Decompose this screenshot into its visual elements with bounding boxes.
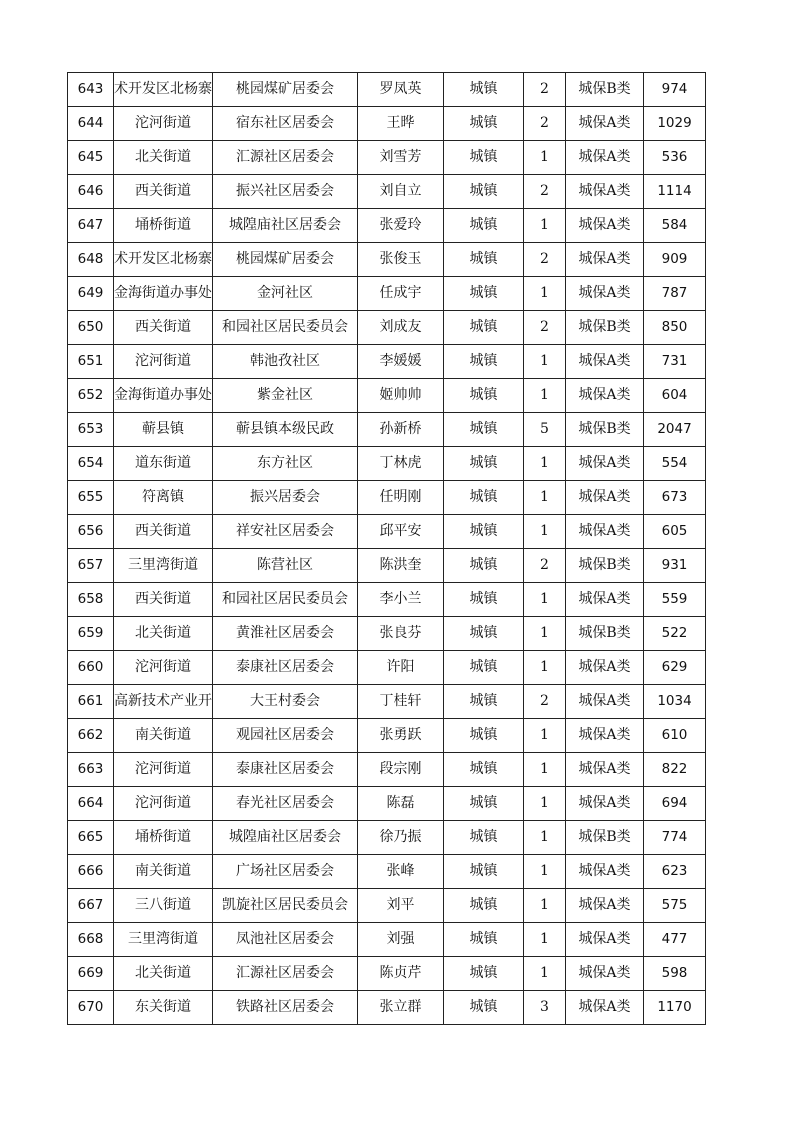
cell-insurance-category: 城保A类 bbox=[566, 719, 644, 753]
cell-insurance-category: 城保A类 bbox=[566, 345, 644, 379]
cell-household-type: 城镇 bbox=[444, 243, 524, 277]
cell-amount: 598 bbox=[644, 957, 706, 991]
cell-street: 三里湾街道 bbox=[114, 923, 213, 957]
cell-community: 桃园煤矿居委会 bbox=[213, 73, 358, 107]
cell-street: 沱河街道 bbox=[114, 345, 213, 379]
cell-serial-number: 646 bbox=[68, 175, 114, 209]
table-row bbox=[68, 685, 706, 719]
cell-amount: 610 bbox=[644, 719, 706, 753]
cell-member-count: 1 bbox=[524, 277, 566, 311]
cell-serial-number: 667 bbox=[68, 889, 114, 923]
cell-community: 蕲县镇本级民政 bbox=[213, 413, 358, 447]
cell-street: 三里湾街道 bbox=[114, 549, 213, 583]
cell-insurance-category: 城保A类 bbox=[566, 243, 644, 277]
cell-amount: 850 bbox=[644, 311, 706, 345]
cell-street: 沱河街道 bbox=[114, 787, 213, 821]
cell-person-name: 王晔 bbox=[358, 107, 444, 141]
cell-amount: 1029 bbox=[644, 107, 706, 141]
cell-member-count: 1 bbox=[524, 209, 566, 243]
table-row bbox=[68, 141, 706, 175]
cell-serial-number: 670 bbox=[68, 991, 114, 1025]
cell-person-name: 姬帅帅 bbox=[358, 379, 444, 413]
cell-serial-number: 664 bbox=[68, 787, 114, 821]
cell-household-type: 城镇 bbox=[444, 855, 524, 889]
cell-community: 韩池孜社区 bbox=[213, 345, 358, 379]
cell-person-name: 张勇跃 bbox=[358, 719, 444, 753]
cell-insurance-category: 城保B类 bbox=[566, 617, 644, 651]
table-row bbox=[68, 617, 706, 651]
cell-street: 埇桥街道 bbox=[114, 209, 213, 243]
cell-household-type: 城镇 bbox=[444, 889, 524, 923]
cell-member-count: 2 bbox=[524, 549, 566, 583]
cell-person-name: 张立群 bbox=[358, 991, 444, 1025]
cell-community: 铁路社区居委会 bbox=[213, 991, 358, 1025]
cell-household-type: 城镇 bbox=[444, 73, 524, 107]
cell-household-type: 城镇 bbox=[444, 583, 524, 617]
cell-member-count: 1 bbox=[524, 753, 566, 787]
cell-serial-number: 666 bbox=[68, 855, 114, 889]
cell-member-count: 1 bbox=[524, 515, 566, 549]
cell-community: 大王村委会 bbox=[213, 685, 358, 719]
cell-street: 西关街道 bbox=[114, 515, 213, 549]
cell-insurance-category: 城保A类 bbox=[566, 141, 644, 175]
cell-amount: 974 bbox=[644, 73, 706, 107]
cell-street: 西关街道 bbox=[114, 583, 213, 617]
table-row bbox=[68, 277, 706, 311]
cell-serial-number: 665 bbox=[68, 821, 114, 855]
cell-household-type: 城镇 bbox=[444, 379, 524, 413]
cell-insurance-category: 城保A类 bbox=[566, 753, 644, 787]
cell-street: 高新技术产业开 bbox=[114, 685, 213, 719]
cell-amount: 822 bbox=[644, 753, 706, 787]
cell-amount: 787 bbox=[644, 277, 706, 311]
cell-serial-number: 661 bbox=[68, 685, 114, 719]
cell-household-type: 城镇 bbox=[444, 311, 524, 345]
cell-insurance-category: 城保A类 bbox=[566, 787, 644, 821]
cell-member-count: 2 bbox=[524, 243, 566, 277]
cell-member-count: 2 bbox=[524, 685, 566, 719]
cell-serial-number: 658 bbox=[68, 583, 114, 617]
cell-household-type: 城镇 bbox=[444, 821, 524, 855]
cell-member-count: 1 bbox=[524, 481, 566, 515]
cell-member-count: 1 bbox=[524, 617, 566, 651]
cell-amount: 694 bbox=[644, 787, 706, 821]
cell-serial-number: 654 bbox=[68, 447, 114, 481]
cell-street: 蕲县镇 bbox=[114, 413, 213, 447]
cell-person-name: 段宗刚 bbox=[358, 753, 444, 787]
cell-community: 城隍庙社区居委会 bbox=[213, 821, 358, 855]
cell-insurance-category: 城保A类 bbox=[566, 175, 644, 209]
cell-household-type: 城镇 bbox=[444, 277, 524, 311]
table-row bbox=[68, 855, 706, 889]
cell-household-type: 城镇 bbox=[444, 175, 524, 209]
cell-serial-number: 655 bbox=[68, 481, 114, 515]
cell-street: 金海街道办事处 bbox=[114, 379, 213, 413]
cell-street: 东关街道 bbox=[114, 991, 213, 1025]
cell-amount: 559 bbox=[644, 583, 706, 617]
cell-amount: 1170 bbox=[644, 991, 706, 1025]
cell-person-name: 张峰 bbox=[358, 855, 444, 889]
table-row bbox=[68, 549, 706, 583]
cell-household-type: 城镇 bbox=[444, 651, 524, 685]
table-row bbox=[68, 209, 706, 243]
data-table bbox=[67, 72, 706, 1025]
cell-insurance-category: 城保B类 bbox=[566, 821, 644, 855]
cell-person-name: 刘雪芳 bbox=[358, 141, 444, 175]
cell-amount: 584 bbox=[644, 209, 706, 243]
cell-household-type: 城镇 bbox=[444, 923, 524, 957]
cell-household-type: 城镇 bbox=[444, 209, 524, 243]
cell-community: 汇源社区居委会 bbox=[213, 141, 358, 175]
cell-community: 和园社区居民委员会 bbox=[213, 583, 358, 617]
cell-household-type: 城镇 bbox=[444, 685, 524, 719]
cell-street: 南关街道 bbox=[114, 719, 213, 753]
cell-member-count: 2 bbox=[524, 107, 566, 141]
cell-street: 南关街道 bbox=[114, 855, 213, 889]
table-row bbox=[68, 311, 706, 345]
cell-community: 泰康社区居委会 bbox=[213, 651, 358, 685]
cell-insurance-category: 城保A类 bbox=[566, 107, 644, 141]
cell-member-count: 5 bbox=[524, 413, 566, 447]
cell-serial-number: 653 bbox=[68, 413, 114, 447]
cell-community: 祥安社区居委会 bbox=[213, 515, 358, 549]
cell-community: 和园社区居民委员会 bbox=[213, 311, 358, 345]
cell-street: 北关街道 bbox=[114, 617, 213, 651]
cell-amount: 623 bbox=[644, 855, 706, 889]
cell-street: 沱河街道 bbox=[114, 107, 213, 141]
cell-amount: 931 bbox=[644, 549, 706, 583]
cell-household-type: 城镇 bbox=[444, 617, 524, 651]
cell-insurance-category: 城保A类 bbox=[566, 481, 644, 515]
cell-household-type: 城镇 bbox=[444, 447, 524, 481]
cell-household-type: 城镇 bbox=[444, 753, 524, 787]
cell-serial-number: 647 bbox=[68, 209, 114, 243]
cell-amount: 731 bbox=[644, 345, 706, 379]
cell-insurance-category: 城保A类 bbox=[566, 209, 644, 243]
cell-community: 振兴居委会 bbox=[213, 481, 358, 515]
cell-member-count: 2 bbox=[524, 175, 566, 209]
cell-amount: 673 bbox=[644, 481, 706, 515]
cell-person-name: 李媛媛 bbox=[358, 345, 444, 379]
cell-member-count: 1 bbox=[524, 889, 566, 923]
cell-serial-number: 652 bbox=[68, 379, 114, 413]
cell-member-count: 1 bbox=[524, 957, 566, 991]
cell-insurance-category: 城保A类 bbox=[566, 923, 644, 957]
cell-community: 观园社区居委会 bbox=[213, 719, 358, 753]
cell-person-name: 丁桂轩 bbox=[358, 685, 444, 719]
cell-street: 北关街道 bbox=[114, 957, 213, 991]
cell-amount: 774 bbox=[644, 821, 706, 855]
cell-member-count: 1 bbox=[524, 651, 566, 685]
cell-amount: 629 bbox=[644, 651, 706, 685]
cell-person-name: 任明刚 bbox=[358, 481, 444, 515]
cell-community: 春光社区居委会 bbox=[213, 787, 358, 821]
cell-member-count: 1 bbox=[524, 141, 566, 175]
cell-community: 黄淮社区居委会 bbox=[213, 617, 358, 651]
cell-street: 北关街道 bbox=[114, 141, 213, 175]
table-row bbox=[68, 651, 706, 685]
table-row bbox=[68, 345, 706, 379]
cell-community: 东方社区 bbox=[213, 447, 358, 481]
cell-serial-number: 659 bbox=[68, 617, 114, 651]
cell-insurance-category: 城保A类 bbox=[566, 991, 644, 1025]
cell-household-type: 城镇 bbox=[444, 481, 524, 515]
cell-person-name: 徐乃振 bbox=[358, 821, 444, 855]
cell-serial-number: 656 bbox=[68, 515, 114, 549]
cell-insurance-category: 城保B类 bbox=[566, 413, 644, 447]
cell-street: 术开发区北杨寨 bbox=[114, 243, 213, 277]
table-row bbox=[68, 447, 706, 481]
cell-person-name: 丁林虎 bbox=[358, 447, 444, 481]
table-row bbox=[68, 243, 706, 277]
cell-member-count: 1 bbox=[524, 923, 566, 957]
cell-household-type: 城镇 bbox=[444, 107, 524, 141]
cell-community: 桃园煤矿居委会 bbox=[213, 243, 358, 277]
cell-amount: 536 bbox=[644, 141, 706, 175]
cell-insurance-category: 城保B类 bbox=[566, 549, 644, 583]
cell-insurance-category: 城保A类 bbox=[566, 583, 644, 617]
cell-member-count: 2 bbox=[524, 73, 566, 107]
table-row bbox=[68, 379, 706, 413]
cell-amount: 909 bbox=[644, 243, 706, 277]
cell-insurance-category: 城保A类 bbox=[566, 957, 644, 991]
cell-insurance-category: 城保A类 bbox=[566, 651, 644, 685]
cell-person-name: 刘自立 bbox=[358, 175, 444, 209]
cell-amount: 1034 bbox=[644, 685, 706, 719]
cell-person-name: 陈洪奎 bbox=[358, 549, 444, 583]
cell-member-count: 1 bbox=[524, 855, 566, 889]
table-row bbox=[68, 73, 706, 107]
cell-person-name: 任成宇 bbox=[358, 277, 444, 311]
cell-street: 埇桥街道 bbox=[114, 821, 213, 855]
cell-insurance-category: 城保A类 bbox=[566, 855, 644, 889]
cell-person-name: 孙新桥 bbox=[358, 413, 444, 447]
cell-member-count: 1 bbox=[524, 583, 566, 617]
cell-person-name: 张俊玉 bbox=[358, 243, 444, 277]
cell-street: 金海街道办事处 bbox=[114, 277, 213, 311]
table-row bbox=[68, 107, 706, 141]
cell-community: 凤池社区居委会 bbox=[213, 923, 358, 957]
cell-insurance-category: 城保A类 bbox=[566, 379, 644, 413]
cell-person-name: 李小兰 bbox=[358, 583, 444, 617]
cell-household-type: 城镇 bbox=[444, 413, 524, 447]
cell-serial-number: 643 bbox=[68, 73, 114, 107]
cell-serial-number: 649 bbox=[68, 277, 114, 311]
cell-community: 宿东社区居委会 bbox=[213, 107, 358, 141]
cell-person-name: 许阳 bbox=[358, 651, 444, 685]
cell-amount: 604 bbox=[644, 379, 706, 413]
cell-street: 术开发区北杨寨 bbox=[114, 73, 213, 107]
cell-amount: 1114 bbox=[644, 175, 706, 209]
cell-household-type: 城镇 bbox=[444, 345, 524, 379]
table-row bbox=[68, 991, 706, 1025]
cell-serial-number: 657 bbox=[68, 549, 114, 583]
cell-serial-number: 660 bbox=[68, 651, 114, 685]
cell-member-count: 1 bbox=[524, 821, 566, 855]
cell-amount: 2047 bbox=[644, 413, 706, 447]
cell-household-type: 城镇 bbox=[444, 991, 524, 1025]
cell-community: 城隍庙社区居委会 bbox=[213, 209, 358, 243]
cell-amount: 522 bbox=[644, 617, 706, 651]
cell-community: 紫金社区 bbox=[213, 379, 358, 413]
cell-insurance-category: 城保B类 bbox=[566, 73, 644, 107]
cell-community: 汇源社区居委会 bbox=[213, 957, 358, 991]
cell-serial-number: 645 bbox=[68, 141, 114, 175]
cell-member-count: 1 bbox=[524, 379, 566, 413]
cell-community: 陈营社区 bbox=[213, 549, 358, 583]
cell-household-type: 城镇 bbox=[444, 787, 524, 821]
cell-amount: 554 bbox=[644, 447, 706, 481]
table-row bbox=[68, 923, 706, 957]
cell-serial-number: 651 bbox=[68, 345, 114, 379]
cell-serial-number: 668 bbox=[68, 923, 114, 957]
cell-community: 金河社区 bbox=[213, 277, 358, 311]
cell-insurance-category: 城保A类 bbox=[566, 277, 644, 311]
cell-street: 符离镇 bbox=[114, 481, 213, 515]
cell-serial-number: 663 bbox=[68, 753, 114, 787]
cell-member-count: 2 bbox=[524, 311, 566, 345]
table-row bbox=[68, 719, 706, 753]
cell-person-name: 张爱玲 bbox=[358, 209, 444, 243]
cell-household-type: 城镇 bbox=[444, 719, 524, 753]
cell-insurance-category: 城保A类 bbox=[566, 685, 644, 719]
table-row bbox=[68, 821, 706, 855]
table-row bbox=[68, 413, 706, 447]
cell-person-name: 罗凤英 bbox=[358, 73, 444, 107]
cell-person-name: 张良芬 bbox=[358, 617, 444, 651]
table-row bbox=[68, 889, 706, 923]
cell-amount: 605 bbox=[644, 515, 706, 549]
cell-household-type: 城镇 bbox=[444, 957, 524, 991]
cell-serial-number: 662 bbox=[68, 719, 114, 753]
table-row bbox=[68, 583, 706, 617]
cell-member-count: 3 bbox=[524, 991, 566, 1025]
cell-community: 凯旋社区居民委员会 bbox=[213, 889, 358, 923]
cell-member-count: 1 bbox=[524, 447, 566, 481]
table-row bbox=[68, 515, 706, 549]
table-row bbox=[68, 957, 706, 991]
cell-insurance-category: 城保A类 bbox=[566, 447, 644, 481]
cell-street: 西关街道 bbox=[114, 175, 213, 209]
cell-insurance-category: 城保A类 bbox=[566, 515, 644, 549]
cell-serial-number: 669 bbox=[68, 957, 114, 991]
cell-amount: 477 bbox=[644, 923, 706, 957]
cell-community: 广场社区居委会 bbox=[213, 855, 358, 889]
cell-member-count: 1 bbox=[524, 345, 566, 379]
cell-household-type: 城镇 bbox=[444, 515, 524, 549]
cell-person-name: 刘平 bbox=[358, 889, 444, 923]
cell-community: 振兴社区居委会 bbox=[213, 175, 358, 209]
cell-street: 西关街道 bbox=[114, 311, 213, 345]
table-row bbox=[68, 481, 706, 515]
cell-person-name: 刘成友 bbox=[358, 311, 444, 345]
cell-serial-number: 650 bbox=[68, 311, 114, 345]
cell-insurance-category: 城保B类 bbox=[566, 311, 644, 345]
cell-person-name: 邱平安 bbox=[358, 515, 444, 549]
cell-member-count: 1 bbox=[524, 787, 566, 821]
table-row bbox=[68, 787, 706, 821]
cell-street: 沱河街道 bbox=[114, 753, 213, 787]
cell-street: 沱河街道 bbox=[114, 651, 213, 685]
cell-member-count: 1 bbox=[524, 719, 566, 753]
cell-community: 泰康社区居委会 bbox=[213, 753, 358, 787]
cell-household-type: 城镇 bbox=[444, 141, 524, 175]
cell-street: 道东街道 bbox=[114, 447, 213, 481]
cell-insurance-category: 城保A类 bbox=[566, 889, 644, 923]
table-row bbox=[68, 753, 706, 787]
cell-serial-number: 644 bbox=[68, 107, 114, 141]
cell-serial-number: 648 bbox=[68, 243, 114, 277]
cell-amount: 575 bbox=[644, 889, 706, 923]
table-body bbox=[68, 73, 706, 1025]
cell-person-name: 陈磊 bbox=[358, 787, 444, 821]
table-row bbox=[68, 175, 706, 209]
cell-person-name: 刘强 bbox=[358, 923, 444, 957]
cell-household-type: 城镇 bbox=[444, 549, 524, 583]
cell-street: 三八街道 bbox=[114, 889, 213, 923]
cell-person-name: 陈贞芹 bbox=[358, 957, 444, 991]
